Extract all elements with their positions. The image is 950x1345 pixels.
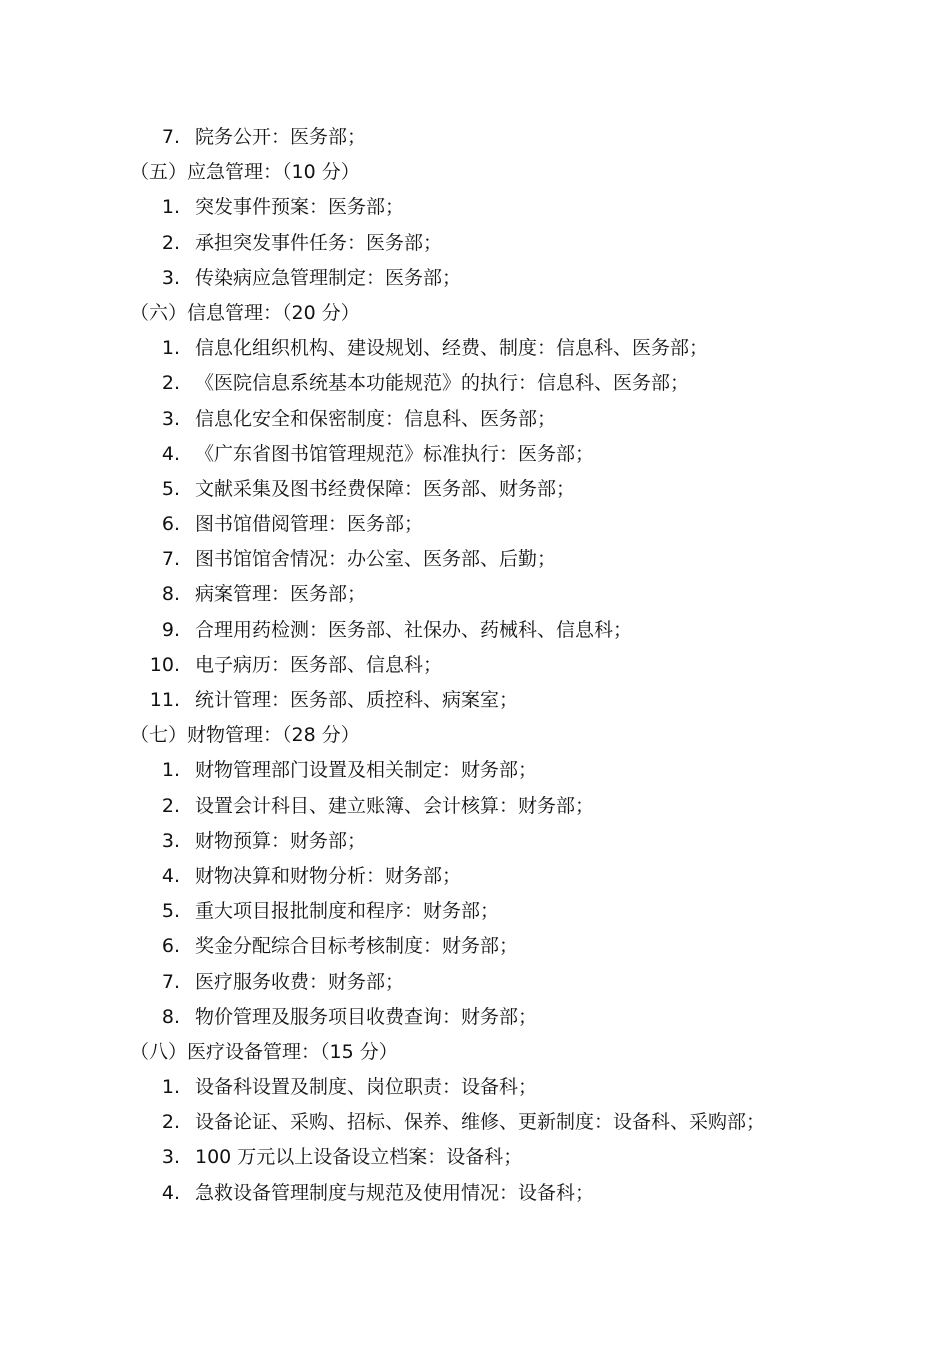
list-item-text: 承担突发事件任务：医务部； [195,231,443,254]
list-item-number: 3. [161,829,180,852]
section-heading: （六）信息管理：（20 分） [130,301,360,324]
list-item-number: 1. [161,1076,180,1099]
list-item-text: 重大项目报批制度和程序：财务部； [195,900,500,923]
list-item [0,472,950,507]
list-item-number: 5. [161,477,180,500]
list-item [0,226,950,261]
list-item-text: 图书馆馆舍情况：办公室、医务部、后勤； [195,548,557,571]
list-item-number: 10. [149,653,180,676]
list-item [0,613,950,648]
list-item-number: 1. [161,759,180,782]
list-item-number: 4. [161,864,180,887]
list-item [0,261,950,296]
list-item-number: 3. [161,407,180,430]
list-item-text: 合理用药检测：医务部、社保办、药械科、信息科； [195,618,633,641]
list-item-number: 9. [161,618,180,641]
list-item-number: 2. [161,372,180,395]
list-item-text: 100 万元以上设备设立档案：设备科； [195,1146,523,1169]
list-item [0,894,950,929]
list-item [0,437,950,472]
list-item-number: 7. [161,548,180,571]
list-item-text: 急救设备管理制度与规范及使用情况：设备科； [195,1181,595,1204]
list-item-text: 设备论证、采购、招标、保养、维修、更新制度：设备科、采购部； [195,1111,766,1134]
list-item-text: 图书馆借阅管理：医务部； [195,513,424,536]
list-item-number: 3. [161,266,180,289]
list-item-text: 传染病应急管理制定：医务部； [195,266,462,289]
list-item-text: 医疗服务收费：财务部； [195,970,405,993]
list-item-number: 6. [161,935,180,958]
document-body [0,120,950,1211]
list-item-number: 11. [149,689,180,711]
list-item-text: 电子病历：医务部、信息科； [195,653,443,676]
list-item [0,859,950,894]
list-item [0,1105,950,1140]
list-item [0,190,950,225]
list-item-text: 设备科设置及制度、岗位职责：设备科； [195,1076,538,1099]
list-item [0,366,950,401]
list-item-number: 2. [161,231,180,254]
list-item [0,929,950,964]
list-item-text: 信息化组织机构、建设规划、经费、制度：信息科、医务部； [195,337,709,360]
list-item-number: 4. [161,1181,180,1204]
list-item-number: 1. [161,196,180,219]
list-item-text: 文献采集及图书经费保障：医务部、财务部； [195,477,576,500]
list-item [0,1176,950,1211]
section-heading: （五）应急管理：（10 分） [130,161,360,184]
list-item-text: 财物决算和财物分析：财务部； [195,864,462,887]
list-item-number: 2. [161,1111,180,1134]
list-item-text: 奖金分配综合目标考核制度：财务部； [195,935,519,958]
list-item-number: 1. [161,337,180,360]
list-item [0,402,950,437]
list-item-text: 《广东省图书馆管理规范》标准执行：医务部； [195,442,595,465]
list-item [0,824,950,859]
list-item-text: 统计管理：医务部、质控科、病案室； [195,689,519,711]
list-item-text: 突发事件预案：医务部； [195,196,405,219]
list-item-number: 2. [161,794,180,817]
list-item [0,331,950,366]
section-heading: （八）医疗设备管理：（15 分） [130,1040,398,1063]
list-item [0,789,950,824]
list-item-number: 7. [161,970,180,993]
list-item-number: 7. [161,126,180,148]
list-item [0,577,950,612]
list-item-text: 信息化安全和保密制度：信息科、医务部； [195,407,557,430]
list-item-number: 8. [161,583,180,606]
list-item-number: 4. [161,442,180,465]
list-item-text: 财物预算：财务部； [195,829,367,852]
list-item [0,1140,950,1175]
list-item-number: 3. [161,1146,180,1169]
list-item-number: 6. [161,513,180,536]
list-item-text: 设置会计科目、建立账簿、会计核算：财务部； [195,794,595,817]
list-item [0,507,950,542]
list-item-text: 院务公开：医务部； [195,126,367,148]
list-item [0,1070,950,1105]
list-item-text: 病案管理：医务部； [195,583,367,606]
list-item [0,1000,950,1035]
list-item-number: 5. [161,900,180,923]
list-item [0,648,950,683]
list-item-text: 《医院信息系统基本功能规范》的执行：信息科、医务部； [195,372,690,395]
section-heading: （七）财物管理：（28 分） [130,724,360,747]
list-item-text: 财物管理部门设置及相关制定：财务部； [195,759,538,782]
list-item [0,753,950,788]
list-item-text: 物价管理及服务项目收费查询：财务部； [195,1005,538,1028]
list-item [0,965,950,1000]
list-item [0,120,950,155]
list-item [0,683,950,718]
list-item-number: 8. [161,1005,180,1028]
list-item [0,542,950,577]
